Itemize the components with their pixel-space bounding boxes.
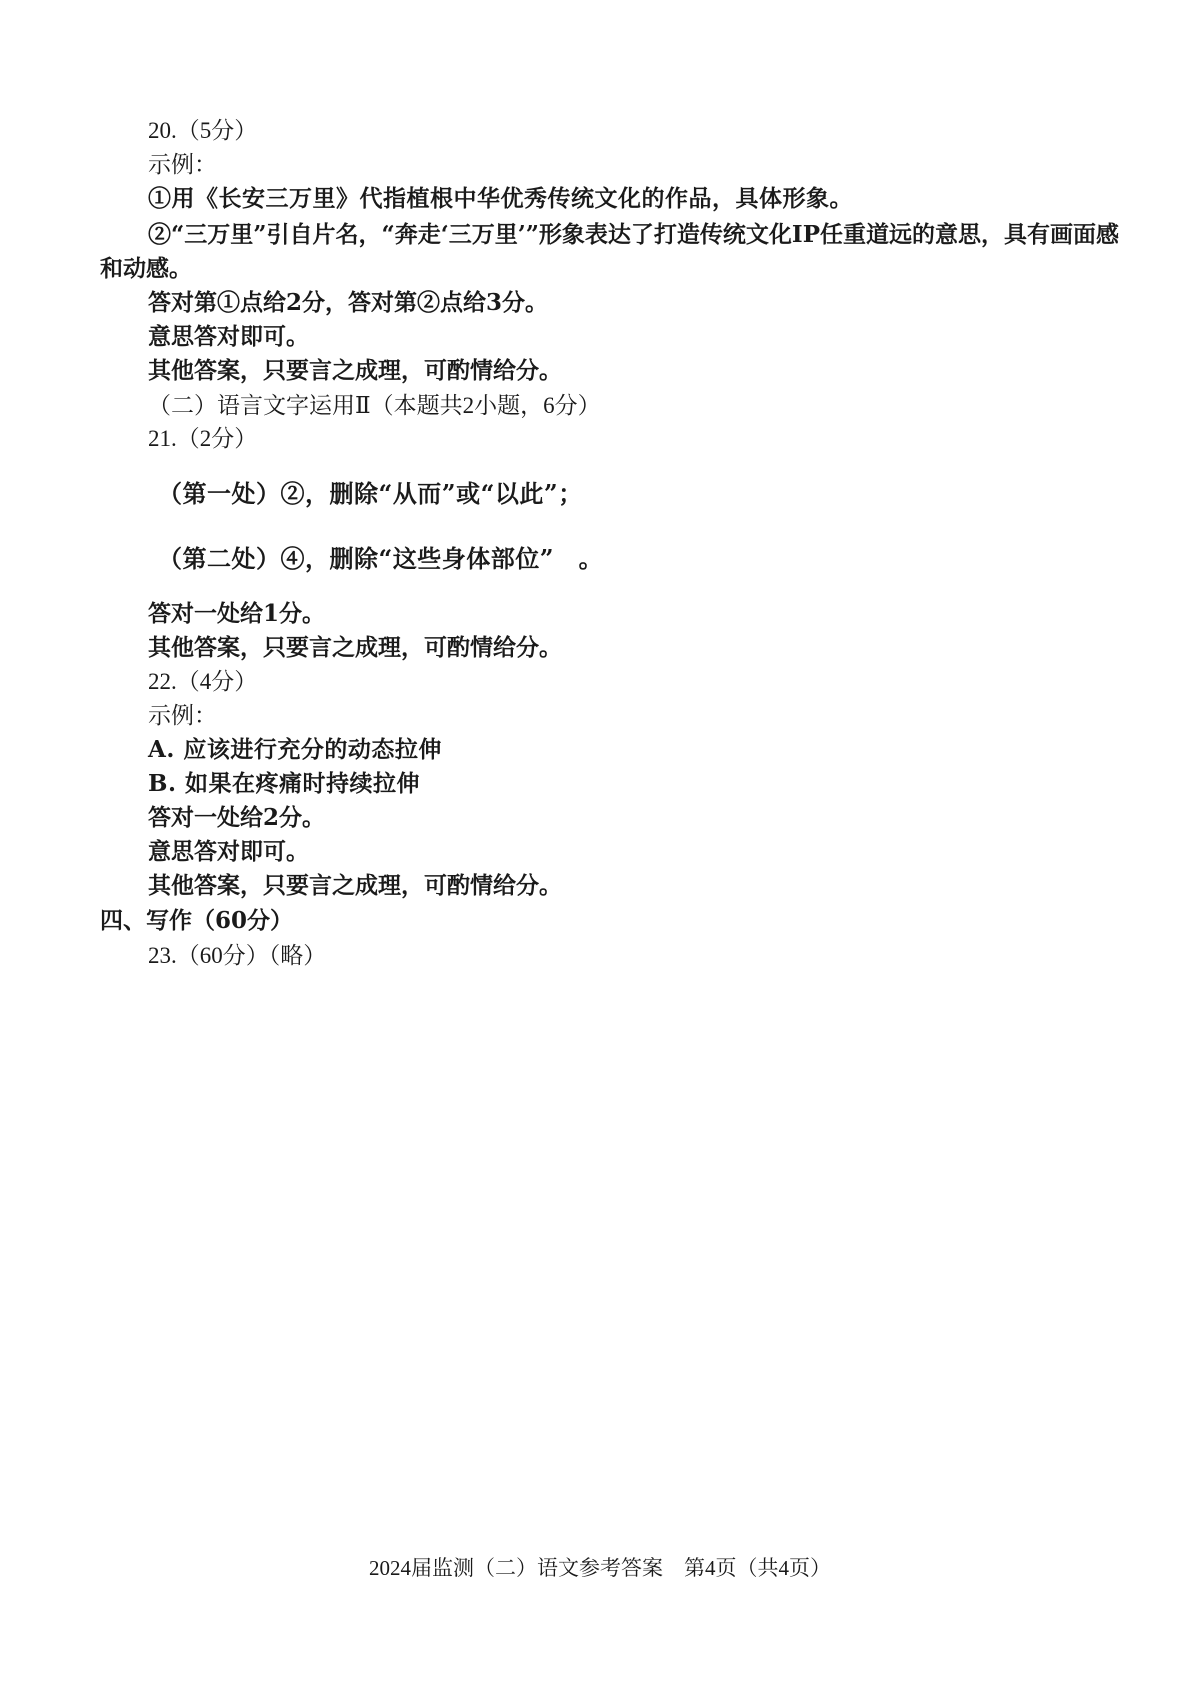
- q21-scoring: 答对一处给1分。: [148, 600, 326, 627]
- q20-number: 20.（5分）: [148, 118, 258, 143]
- q22-other-answers: 其他答案，只要言之成理，可酌情给分。: [148, 872, 562, 899]
- q20-other-answers: 其他答案，只要言之成理，可酌情给分。: [148, 357, 562, 384]
- q22-scoring: 答对一处给2分。: [148, 804, 326, 831]
- q21-fix-1: （第一处）②，删除“从而”或“以此”；: [158, 479, 583, 508]
- q22-answer-a: A. 应该进行充分的动态拉伸: [148, 736, 442, 763]
- q21-fix-2: （第二处）④，删除“这些身体部位” 。: [158, 544, 604, 573]
- q22-example-label: 示例：: [148, 703, 217, 728]
- q20-example-label: 示例：: [148, 152, 217, 177]
- q20-point-1: ①用《长安三万里》代指植根中华优秀传统文化的作品，具体形象。: [148, 185, 853, 212]
- q23-number: 23.（60分）（略）: [148, 943, 327, 968]
- q22-number: 22.（4分）: [148, 669, 258, 694]
- q21-number: 21.（2分）: [148, 426, 258, 451]
- q20-scoring: 答对第①点给2分，答对第②点给3分。: [148, 289, 549, 316]
- section-4-title: 四、写作（60分）: [100, 907, 294, 934]
- q22-answer-b: B. 如果在疼痛时持续拉伸: [148, 770, 420, 797]
- q20-meaning: 意思答对即可。: [148, 323, 309, 350]
- q22-meaning: 意思答对即可。: [148, 838, 309, 865]
- q21-other-answers: 其他答案，只要言之成理，可酌情给分。: [148, 634, 562, 661]
- q20-point-2: ②“三万里”引自片名，“奔走‘三万里’”形象表达了打造传统文化IP任重道远的意思，具有画面感和动感。: [100, 221, 1119, 282]
- page-footer: 2024届监测（二）语文参考答案 第4页（共4页）: [369, 1556, 831, 1580]
- section-2-title: （二）语言文字运用Ⅱ（本题共2小题，6分）: [148, 393, 601, 418]
